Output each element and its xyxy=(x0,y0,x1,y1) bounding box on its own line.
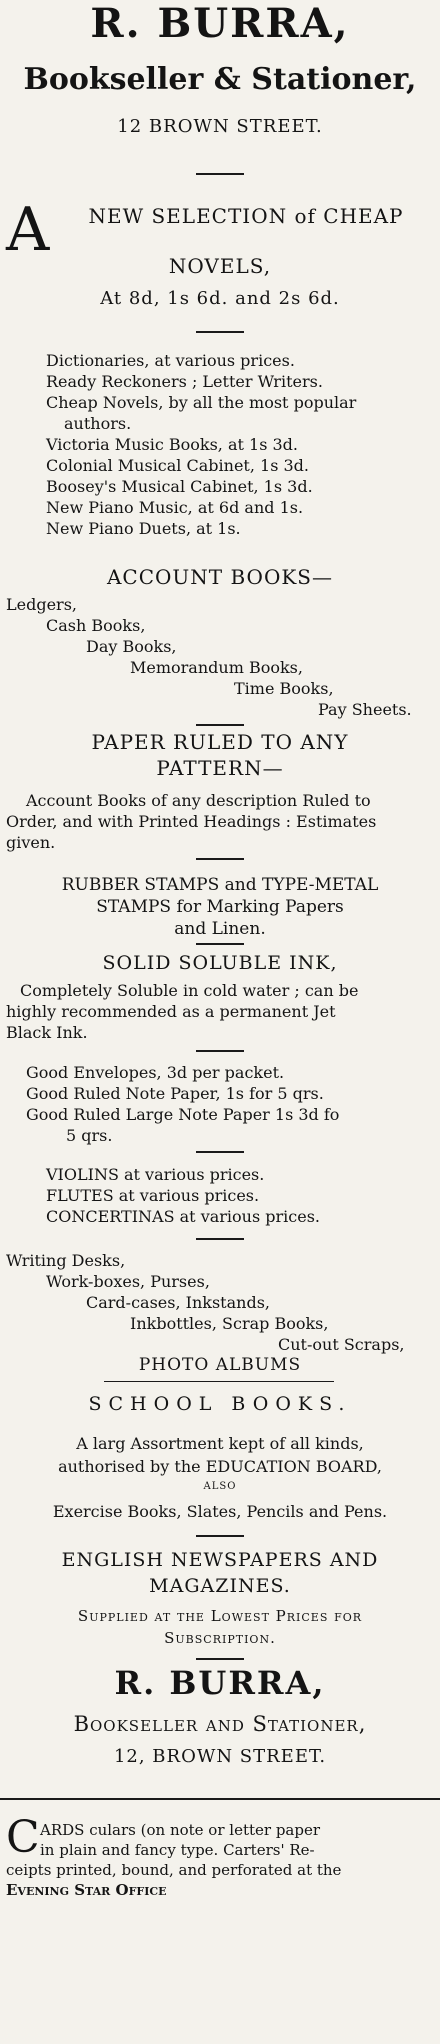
list-item: Good Ruled Note Paper, 1s for 5 qrs. xyxy=(26,1084,324,1103)
divider xyxy=(196,1535,244,1537)
ink-text-line: Black Ink. xyxy=(6,1023,88,1042)
school-text-1: A larg Assortment kept of all kinds, xyxy=(76,1434,364,1453)
list-item: Work-boxes, Purses, xyxy=(46,1272,210,1291)
cards-line: in plain and fancy type. Carters' Re- xyxy=(40,1841,315,1859)
intro-line1: NEW SELECTION of CHEAP xyxy=(88,204,404,228)
list-item: Good Ruled Large Note Paper 1s 3d fo xyxy=(26,1105,340,1124)
dropcap-a: A xyxy=(6,195,50,265)
envelopes-list xyxy=(26,1062,436,1146)
list-item: Inkbottles, Scrap Books, xyxy=(130,1314,329,1333)
account-heading: ACCOUNT BOOKS— xyxy=(106,565,333,589)
list-item: Memorandum Books, xyxy=(130,658,303,677)
divider xyxy=(196,724,244,726)
list-item: Cash Books, xyxy=(46,616,146,635)
list-item: VIOLINS at various prices. xyxy=(46,1165,265,1184)
list-item: 5 qrs. xyxy=(66,1126,113,1145)
cards-text xyxy=(0,1820,440,1900)
paper-text xyxy=(6,790,436,853)
paper-text-line: given. xyxy=(6,833,56,852)
list-item: Day Books, xyxy=(86,637,177,656)
list-item: Cheap Novels, by all the most popular xyxy=(46,393,357,412)
cards-line: ARDS culars (on note or letter paper xyxy=(40,1821,321,1839)
stamps-block xyxy=(0,874,440,940)
stamps-line: RUBBER STAMPS and TYPE-METAL xyxy=(61,875,379,895)
school-text-3: Exercise Books, Slates, Pencils and Pens. xyxy=(52,1502,388,1521)
paper-text-line: Order, and with Printed Headings : Estimates xyxy=(6,812,377,831)
list-item: Time Books, xyxy=(234,679,334,698)
divider xyxy=(196,1658,244,1660)
list-item: Good Envelopes, 3d per packet. xyxy=(26,1063,285,1082)
divider xyxy=(196,1151,244,1153)
footer-trade: Bookseller and Stationer, xyxy=(73,1712,367,1736)
list-item: FLUTES at various prices. xyxy=(46,1186,260,1205)
footer-name: R. BURRA, xyxy=(114,1664,326,1702)
dropcap-c: C xyxy=(6,1812,40,1863)
footer-address: 12, BROWN STREET. xyxy=(113,1746,327,1767)
cards-line: Evening Star Office xyxy=(6,1881,167,1899)
header-address: 12 BROWN STREET. xyxy=(117,116,323,137)
list-item: New Piano Duets, at 1s. xyxy=(46,519,241,538)
school-heading: SCHOOL BOOKS. xyxy=(88,1393,352,1415)
ink-text-line: highly recommended as a permanent Jet xyxy=(6,1002,336,1021)
list-item: Ledgers, xyxy=(6,595,77,614)
list-item: Card-cases, Inkstands, xyxy=(86,1293,270,1312)
list-item: Boosey's Musical Cabinet, 1s 3d. xyxy=(46,477,313,496)
news-heading-line: ENGLISH NEWSPAPERS AND xyxy=(61,1549,379,1571)
news-heading-line: MAGAZINES. xyxy=(149,1575,291,1597)
ink-heading: SOLID SOLUBLE INK, xyxy=(102,952,338,974)
divider xyxy=(196,1238,244,1240)
news-subtext-line: Supplied at the Lowest Prices for xyxy=(77,1607,363,1625)
ink-text-line: Completely Soluble in cold water ; can be xyxy=(20,981,359,1000)
divider xyxy=(196,858,244,860)
paper-text-line: Account Books of any description Ruled to xyxy=(26,791,371,810)
list-item: CONCERTINAS at various prices. xyxy=(46,1207,321,1226)
list-item: New Piano Music, at 6d and 1s. xyxy=(46,498,304,517)
paper-heading-1: PAPER RULED TO ANY xyxy=(91,730,349,754)
header-trade: Bookseller & Stationer, xyxy=(23,62,417,97)
ink-text xyxy=(6,980,436,1043)
instruments-list xyxy=(46,1164,436,1227)
divider xyxy=(196,331,244,333)
photo-albums: PHOTO ALBUMS xyxy=(138,1355,302,1375)
divider xyxy=(196,1050,244,1052)
paper-heading-2: PATTERN— xyxy=(156,756,284,780)
stamps-line: STAMPS for Marking Papers xyxy=(96,897,344,917)
header-name: R. BURRA, xyxy=(90,0,350,47)
list-item: Victoria Music Books, at 1s 3d. xyxy=(46,435,299,454)
intro-line2: NOVELS, xyxy=(168,254,272,278)
school-also: ALSO xyxy=(203,1481,237,1492)
divider xyxy=(104,1381,334,1382)
stamps-line: and Linen. xyxy=(174,919,266,939)
cards-line: ceipts printed, bound, and perforated at the xyxy=(6,1861,342,1879)
list-item: authors. xyxy=(64,414,132,433)
intro-line3: At 8d, 1s 6d. and 2s 6d. xyxy=(100,288,340,309)
divider xyxy=(0,1798,440,1800)
desks-list xyxy=(0,1250,440,1360)
list-item: Colonial Musical Cabinet, 1s 3d. xyxy=(46,456,310,475)
school-text-2: authorised by the EDUCATION BOARD, xyxy=(58,1457,382,1476)
list-item: Writing Desks, xyxy=(6,1251,126,1270)
news-subtext xyxy=(0,1605,440,1649)
list-item: Pay Sheets. xyxy=(318,700,412,719)
account-list xyxy=(0,594,440,724)
divider xyxy=(196,173,244,175)
list-item: Ready Reckoners ; Letter Writers. xyxy=(46,372,323,391)
news-subtext-line: Subscription. xyxy=(164,1629,276,1647)
news-heading xyxy=(0,1547,440,1599)
list-item: Cut-out Scraps, xyxy=(278,1335,405,1354)
divider xyxy=(196,943,244,945)
list-general xyxy=(46,350,436,539)
list-item: Dictionaries, at various prices. xyxy=(46,351,295,370)
